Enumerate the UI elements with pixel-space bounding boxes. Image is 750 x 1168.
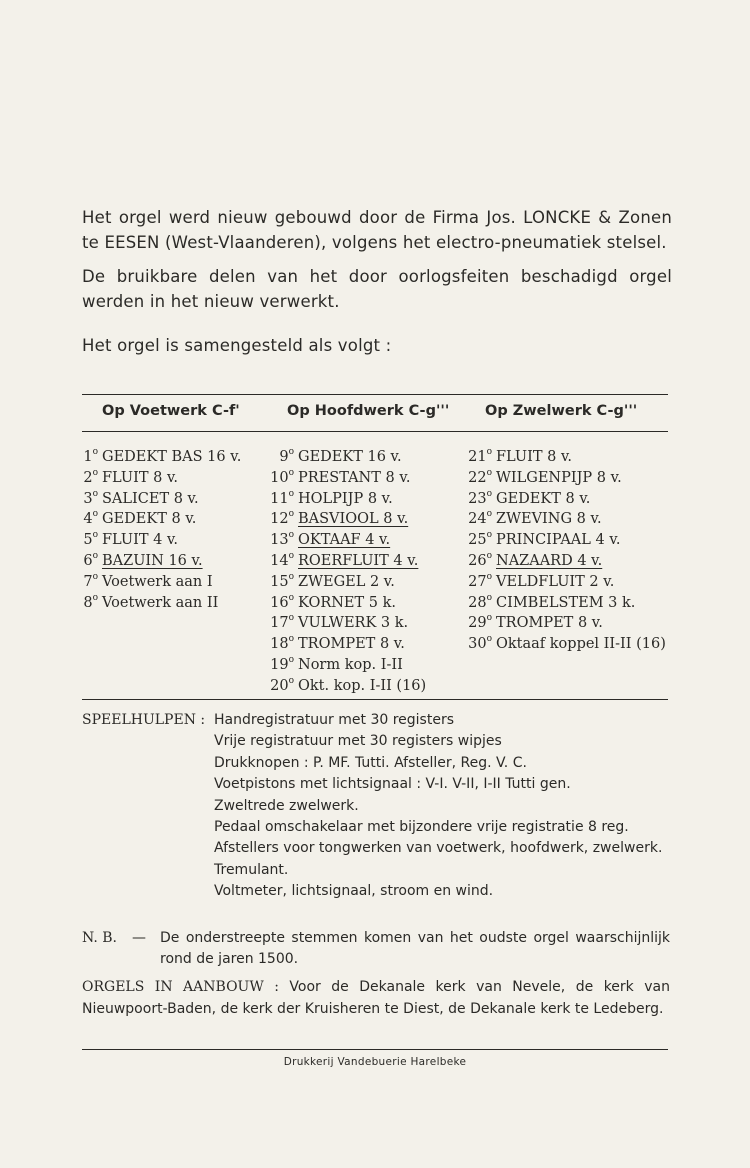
playing-aids-list <box>214 710 670 903</box>
stop-name: Okt. kop. I-II (16) <box>298 677 427 694</box>
table-bottom-rule <box>82 699 668 700</box>
stop-number: 5$^o$ <box>83 530 98 549</box>
stop-name: FLUIT 8 v. <box>496 448 573 465</box>
stop-name: SALICET 8 v. <box>102 490 199 507</box>
stop-number: 11$^o$ <box>270 488 294 507</box>
stop-name: NAZAARD 4 v. <box>496 552 603 569</box>
stop-number: 25$^o$ <box>468 530 492 549</box>
stop-name: OKTAAF 4 v. <box>298 532 391 549</box>
stop-number: 21$^o$ <box>468 447 492 465</box>
intro-text <box>82 206 672 369</box>
playing-aid-item: Tremulant. <box>214 861 289 878</box>
column-heading-voetwerk: Op Voetwerk C-f' <box>102 403 240 419</box>
stop-row <box>72 505 241 526</box>
stop-name: VELDFLUIT 2 v. <box>496 573 615 590</box>
playing-aid-item: Voltmeter, lichtsignaal, stroom en wind. <box>214 883 494 900</box>
stop-name: BASVIOOL 8 v. <box>298 511 409 528</box>
stop-row <box>72 589 241 610</box>
stop-name: Oktaaf koppel II-II (16) <box>496 636 666 652</box>
playing-aid-item: Pedaal omschakelaar met bijzondere vrije registratie 8 reg. <box>214 819 629 836</box>
printer-credit: Drukkerij Vandebuerie Harelbeke <box>283 1056 467 1068</box>
stop-row <box>72 464 241 485</box>
playing-aids-label: SPEELHULPEN : <box>82 712 206 728</box>
stop-row <box>72 443 241 464</box>
stop-number: 29$^o$ <box>468 613 492 632</box>
stop-name: GEDEKT BAS 16 v. <box>102 448 242 465</box>
stop-name: FLUIT 4 v. <box>102 532 179 549</box>
stop-number: 24$^o$ <box>468 509 492 528</box>
playing-aid-item: Drukknopen : P. MF. Tutti. Afsteller, Reg. V. C. <box>214 754 527 771</box>
stop-row <box>72 568 241 589</box>
stop-name: GEDEKT 8 v. <box>496 490 591 507</box>
stop-row <box>466 568 666 589</box>
stop-row <box>268 526 426 547</box>
stop-number: 19$^o$ <box>270 654 294 673</box>
stop-name: Norm kop. I-II <box>298 656 403 673</box>
stop-name: TROMPET 8 v. <box>298 636 405 652</box>
stop-row <box>268 672 426 693</box>
stop-row <box>72 547 241 568</box>
stop-name: PRESTANT 8 v. <box>298 469 411 486</box>
stop-number: 23$^o$ <box>468 488 492 507</box>
stop-name: Voetwerk aan II <box>102 594 219 611</box>
stop-name: Voetwerk aan I <box>102 573 213 590</box>
column-heading-hoofdwerk: Op Hoofdwerk C-g''' <box>287 403 450 419</box>
stop-number: 30$^o$ <box>468 634 492 652</box>
stop-row <box>268 651 426 672</box>
stop-row <box>466 526 666 547</box>
stop-name: WILGENPIJP 8 v. <box>496 469 622 486</box>
stop-name: ZWEVING 8 v. <box>496 511 602 528</box>
nota-bene-label: N. B. <box>82 930 117 946</box>
stop-number: 15$^o$ <box>270 571 294 590</box>
stop-row <box>268 609 426 630</box>
stop-row <box>268 568 426 589</box>
intro-paragraph-reuse: De bruikbare delen van het door oorlogsfeiten beschadigd orgel werden in het nieuw verwerkt. <box>82 267 672 311</box>
stop-number: 4$^o$ <box>83 509 98 528</box>
stop-name: PRINCIPAAL 4 v. <box>496 532 621 549</box>
stop-row <box>72 526 241 547</box>
stop-number: 8$^o$ <box>83 592 98 611</box>
stop-number: 27$^o$ <box>468 571 492 590</box>
nota-bene-dash: — <box>132 930 146 946</box>
stop-number: 2$^o$ <box>83 467 98 486</box>
stop-name: GEDEKT 8 v. <box>102 511 197 528</box>
stop-name: GEDEKT 16 v. <box>298 448 402 465</box>
stop-row <box>268 547 426 568</box>
playing-aid-item: Zweltrede zwelwerk. <box>214 797 359 814</box>
stop-row <box>268 589 426 610</box>
playing-aid-item: Voetpistons met lichtsignaal : V-I. V-II, I-II Tutti gen. <box>214 776 571 793</box>
stop-row <box>268 464 426 485</box>
stop-name: VULWERK 3 k. <box>298 615 409 632</box>
stop-number: 10$^o$ <box>270 467 294 486</box>
stop-number: 16$^o$ <box>270 592 294 611</box>
organs-under-construction <box>82 977 670 1020</box>
stop-number: 9$^o$ <box>279 447 294 465</box>
intro-paragraph-builder: Het orgel werd nieuw gebouwd door de Firma Jos. LONCKE & Zonen te EESEN (West-Vlaanderen), volgens het electro-pneumatiek stelsel. <box>82 208 672 252</box>
column-heading-zwelwerk: Op Zwelwerk C-g''' <box>485 403 638 419</box>
footer-rule <box>82 1049 668 1050</box>
stops-column-zwelwerk <box>466 443 666 651</box>
stop-number: 22$^o$ <box>468 467 492 486</box>
table-top-rule <box>82 394 668 395</box>
stop-number: 13$^o$ <box>270 530 294 549</box>
stops-column-hoofdwerk <box>268 443 426 693</box>
stops-column-voetwerk <box>72 443 241 609</box>
stop-number: 20$^o$ <box>270 675 294 694</box>
under-construction-label: ORGELS IN AANBOUW : <box>82 979 279 995</box>
stop-name: FLUIT 8 v. <box>102 469 179 486</box>
stop-number: 28$^o$ <box>468 592 492 611</box>
stop-number: 12$^o$ <box>270 509 294 528</box>
intro-paragraph-composition: Het orgel is samengesteld als volgt : <box>82 336 392 355</box>
stop-number: 6$^o$ <box>83 550 98 569</box>
stop-row <box>466 609 666 630</box>
stop-number: 1$^o$ <box>83 447 98 465</box>
playing-aid-item: Vrije registratuur met 30 registers wipjes <box>214 733 502 750</box>
stop-name: KORNET 5 k. <box>298 594 397 611</box>
stop-row <box>466 485 666 506</box>
under-construction-text: Voor de Dekanale kerk van Nevele, de kerk van Nieuwpoort-Baden, de kerk der Kruisheren te Diest, de Dekanale kerk te Ledeberg. <box>82 979 671 1017</box>
stop-name: CIMBELSTEM 3 k. <box>496 594 636 611</box>
stop-row <box>72 485 241 506</box>
stop-row <box>466 443 666 464</box>
stop-row <box>268 630 426 651</box>
stop-number: 17$^o$ <box>270 613 294 632</box>
stop-number: 18$^o$ <box>270 634 294 652</box>
stop-name: ZWEGEL 2 v. <box>298 573 395 590</box>
stop-row <box>268 443 426 464</box>
stop-name: BAZUIN 16 v. <box>102 552 203 569</box>
stop-row <box>268 505 426 526</box>
table-header-rule <box>82 431 668 432</box>
stop-row <box>466 589 666 610</box>
nota-bene-text: De onderstreepte stemmen komen van het oudste orgel waarschijnlijk rond de jaren 1500. <box>160 930 670 967</box>
stop-row <box>466 630 666 651</box>
stop-number: 3$^o$ <box>83 488 98 507</box>
stop-row <box>466 547 666 568</box>
stop-name: HOLPIJP 8 v. <box>298 490 393 507</box>
stop-name: ROERFLUIT 4 v. <box>298 552 419 569</box>
stop-row <box>466 505 666 526</box>
stop-name: TROMPET 8 v. <box>496 615 603 632</box>
stop-number: 14$^o$ <box>270 550 294 569</box>
playing-aid-item: Afstellers voor tongwerken van voetwerk, hoofdwerk, zwelwerk. <box>214 840 663 857</box>
stop-row <box>268 485 426 506</box>
stop-number: 7$^o$ <box>83 571 98 590</box>
playing-aid-item: Handregistratuur met 30 registers <box>214 712 455 728</box>
stop-row <box>466 464 666 485</box>
stop-number: 26$^o$ <box>468 550 492 569</box>
